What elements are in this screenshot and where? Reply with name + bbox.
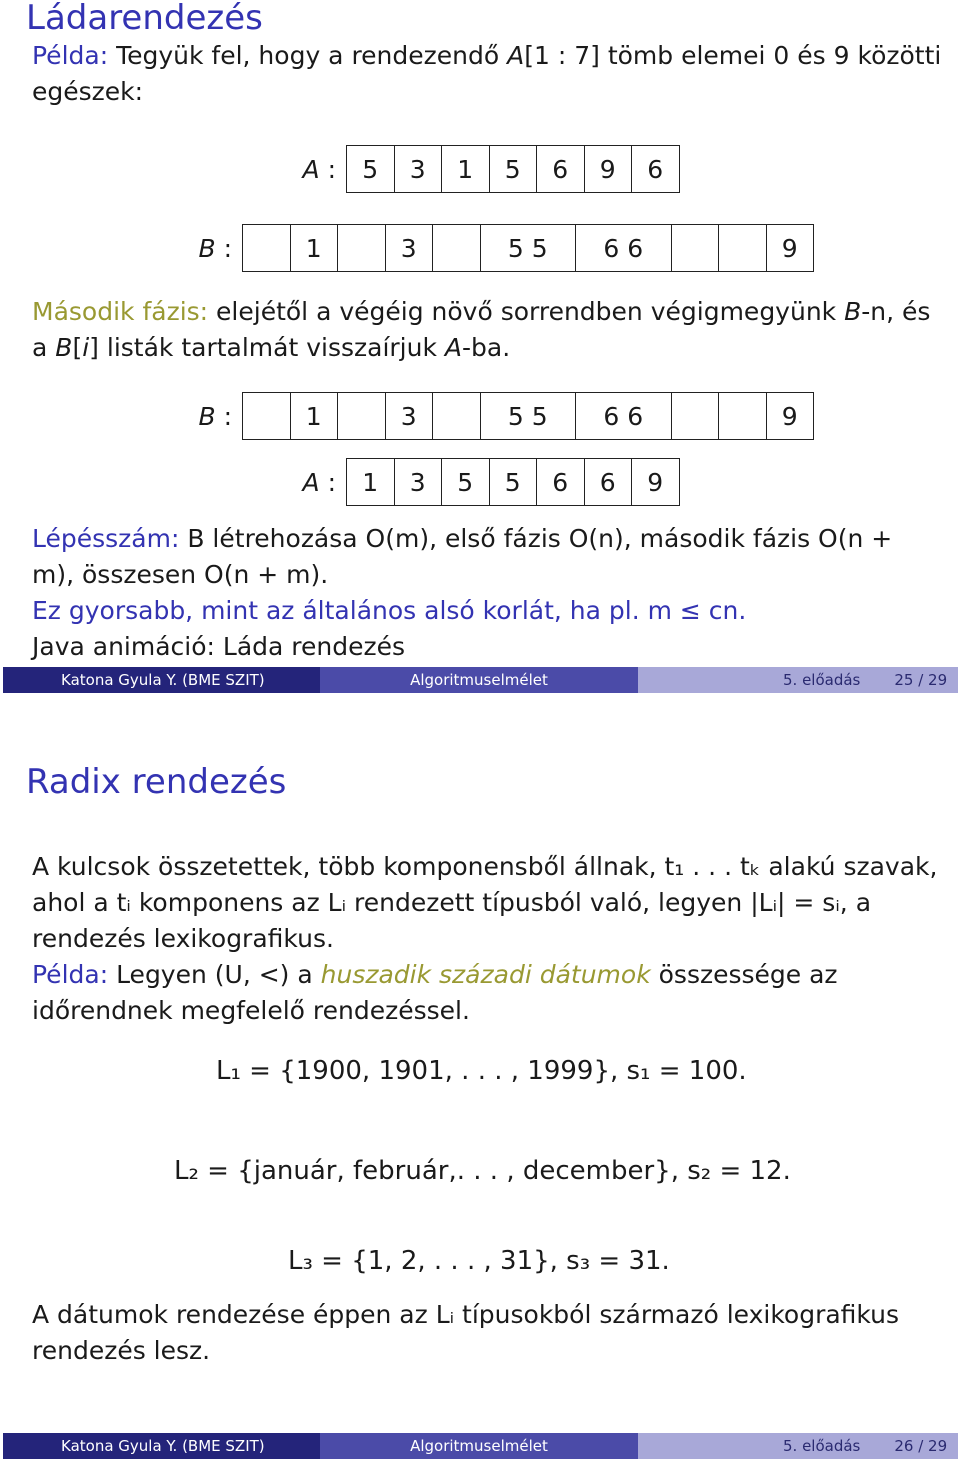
array-cell xyxy=(338,225,386,271)
slide2-final-paragraph: A dátumok rendezése éppen az Lᵢ típusokból származó lexikografikus rendezés lesz. xyxy=(32,1300,900,1365)
array-cell xyxy=(719,393,767,439)
example-label-2: Példa: xyxy=(32,960,109,989)
formula-l2: L₂ = {január, február,. . . , december}, s₂ = 12. xyxy=(174,1156,791,1186)
array-a-sorted: A : 1 3 5 5 6 6 9 xyxy=(290,458,680,506)
array-cell xyxy=(433,225,481,271)
slide2-footer xyxy=(3,1433,958,1459)
phase2-label: Második fázis: xyxy=(32,297,209,326)
array-b-cells-2 xyxy=(242,392,814,440)
formula-l1: L₁ = {1900, 1901, . . . , 1999}, s₁ = 100. xyxy=(216,1056,747,1086)
footer-page: 26 / 29 xyxy=(894,1437,948,1455)
array-cell: 6 xyxy=(632,146,680,192)
array-cell: 1 xyxy=(347,459,395,505)
footer-course: Algoritmuselmélet xyxy=(320,667,638,693)
array-cell: 9 xyxy=(585,146,633,192)
array-cell xyxy=(243,393,291,439)
slide2-title: Radix rendezés xyxy=(26,762,287,802)
array-cell xyxy=(719,225,767,271)
slide1-title: Ládarendezés xyxy=(26,0,263,38)
array-cell: 5 5 xyxy=(481,393,577,439)
array-cell: 9 xyxy=(767,393,815,439)
slide2-intro-paragraph: A kulcsok összetettek, több komponensből állnak, t₁ . . . tₖ alakú szavak, ahol a tᵢ komponens az Lᵢ rendezett típusból való, legyen |Lᵢ| = sᵢ, a rendezés lexikografikus. Példa: Legyen (U, <) a huszadik századi dátumok összessége az időrendnek megfelelő rendezéssel. xyxy=(32,852,938,1025)
array-cell xyxy=(672,225,720,271)
array-cell: 6 xyxy=(537,459,585,505)
formula-l3: L₃ = {1, 2, . . . , 31}, s₃ = 31. xyxy=(288,1246,670,1276)
footer-lecture-info: 5. előadás 25 / 29 xyxy=(638,667,958,693)
slide1-phase2-paragraph: Második fázis: elejétől a végéig növő sorrendben végigmegyünk B-n, és a B[i] listák tartalmát visszaírjuk A-ba. xyxy=(32,297,931,362)
footer-page: 25 / 29 xyxy=(894,671,948,689)
array-a-cells xyxy=(346,145,680,193)
footer-author: Katona Gyula Y. (BME SZIT) xyxy=(3,667,320,693)
steps-label: Lépésszám: xyxy=(32,524,180,553)
array-b-cells xyxy=(242,224,814,272)
array-cell xyxy=(243,225,291,271)
array-cell: 5 xyxy=(490,459,538,505)
slide1-example-paragraph: Példa: Tegyük fel, hogy a rendezendő A[1 : 7] tömb elemei 0 és 9 közötti egészek: xyxy=(32,41,942,106)
array-cell: 5 5 xyxy=(481,225,577,271)
array-cell: 5 xyxy=(490,146,538,192)
example-label: Példa: xyxy=(32,41,109,70)
faster-note: Ez gyorsabb, mint az általános alsó korlát, ha pl. m ≤ cn. xyxy=(32,596,747,625)
array-cell xyxy=(338,393,386,439)
array-cell: 3 xyxy=(386,225,434,271)
array-cell: 3 xyxy=(386,393,434,439)
slide1-footer xyxy=(3,667,958,693)
array-b-buckets-2: B : 1 3 5 5 6 6 9 xyxy=(186,392,814,440)
array-cell: 9 xyxy=(632,459,680,505)
footer-course: Algoritmuselmélet xyxy=(320,1433,638,1459)
array-b-buckets: B : 1 3 5 5 6 6 9 xyxy=(186,224,814,272)
java-animation-link[interactable]: Java animáció: Láda rendezés xyxy=(32,632,406,661)
array-cell: 9 xyxy=(767,225,815,271)
array-a-input: A : 5 3 1 5 6 9 6 xyxy=(290,145,680,193)
array-cell xyxy=(433,393,481,439)
array-a-sorted-cells xyxy=(346,458,680,506)
footer-author: Katona Gyula Y. (BME SZIT) xyxy=(3,1433,320,1459)
array-cell: 6 xyxy=(585,459,633,505)
array-cell: 3 xyxy=(395,459,443,505)
array-cell: 6 6 xyxy=(576,393,672,439)
array-cell: 6 xyxy=(537,146,585,192)
array-cell: 1 xyxy=(442,146,490,192)
array-cell: 1 xyxy=(291,393,339,439)
array-cell: 3 xyxy=(395,146,443,192)
dates-highlight: huszadik századi dátumok xyxy=(320,960,651,989)
array-cell: 1 xyxy=(291,225,339,271)
array-cell: 6 6 xyxy=(576,225,672,271)
array-cell: 5 xyxy=(347,146,395,192)
array-cell: 5 xyxy=(442,459,490,505)
array-cell xyxy=(672,393,720,439)
footer-lecture-info: 5. előadás 26 / 29 xyxy=(638,1433,958,1459)
slide1-steps-paragraph: Lépésszám: B létrehozása O(m), első fázis O(n), második fázis O(n + m), összesen O(n + m). Ez gyorsabb, mint az általános alsó korlát, ha pl. m ≤ cn. Java animáció: Láda rendezés xyxy=(32,521,942,665)
